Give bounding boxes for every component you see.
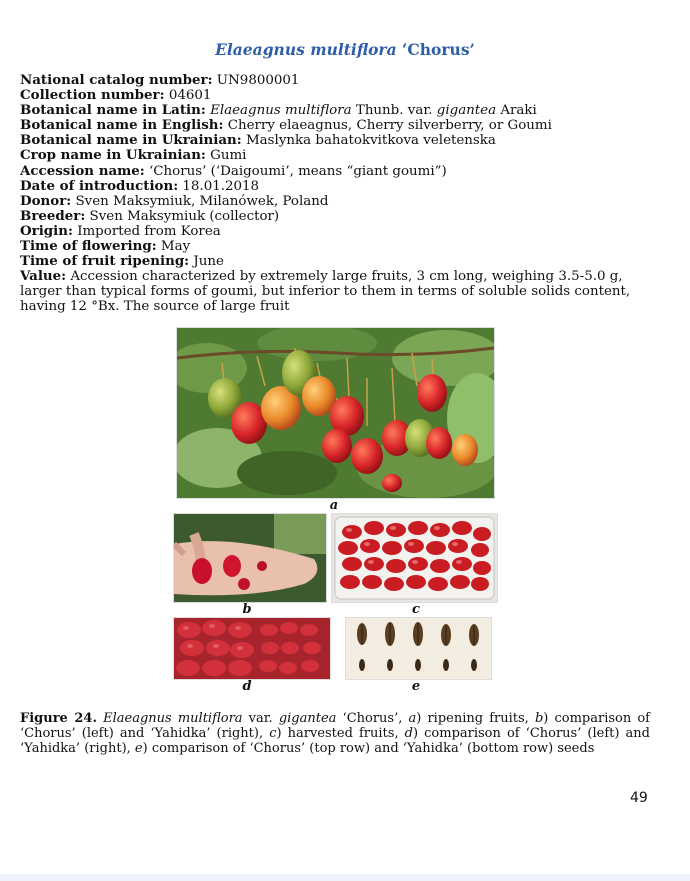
bottom-strip: [0, 874, 690, 881]
field-value: Value: Accession characterized by extremely large fruits, 3 cm long, weighing 3.5-5.0 g, larger than typical forms of goumi, but inferior to them in terms of soluble solids content, having 12 °Bx. The source of large fruit: [20, 268, 631, 315]
field-ripening: Time of fruit ripening: June: [20, 253, 224, 270]
field-crop-name: Crop name in Ukrainian: Gumi: [20, 147, 247, 164]
photo-seeds: [345, 617, 492, 680]
field-donor: Donor: Sven Maksymiuk, Milanówek, Poland: [20, 192, 329, 209]
field-ukrainian-name: Botanical name in Ukrainian: Maslynka bahatokvitkova veletenska: [20, 132, 496, 149]
label-b: b: [242, 602, 252, 617]
harvested-fruits-image: [332, 514, 497, 602]
hand-comparison-image: [174, 514, 326, 602]
field-latin-name: Botanical name in Latin: Elaeagnus multiflora Thunb. var. gigantea Araki: [20, 102, 537, 119]
fruit-comparison-image: [174, 618, 330, 679]
label-a: a: [329, 498, 339, 513]
title-species: Elaeagnus multiflora: [215, 40, 397, 59]
figure-caption: Figure 24. Elaeagnus multiflora var. gigantea ‘Chorus’, a) ripening fruits, b) comparison of ‘Chorus’ (left) and ‘Yahidka’ (right), c) harvested fruits, d) comparison of ‘Chorus’ (left) and ‘Yahidka’ (right), e) comparison of ‘Chorus’ (top row) and ‘Yahidka’ (bottom row) seeds: [20, 711, 650, 757]
accession-fields: [20, 73, 660, 315]
title-cultivar: ‘Chorus’: [396, 40, 475, 59]
field-origin: Origin: Imported from Korea: [20, 222, 221, 239]
field-collection-number: Collection number: 04601: [20, 87, 212, 104]
label-c: c: [412, 602, 420, 617]
field-catalog-number: National catalog number: UN9800001: [20, 72, 300, 88]
ripening-fruits-image: [177, 328, 494, 498]
photo-harvested-fruits: [331, 513, 498, 603]
page-number: 49: [630, 790, 648, 806]
field-accession-name: Accession name: ‘Chorus’ (‘Daigoumi’, means “giant goumi”): [20, 162, 447, 179]
label-e: e: [411, 679, 421, 694]
label-d: d: [242, 679, 252, 694]
photo-fruit-comparison: [173, 617, 331, 680]
seeds-image: [346, 618, 491, 679]
field-date-introduction: Date of introduction: 18.01.2018: [20, 177, 260, 194]
field-breeder: Breeder: Sven Maksymiuk (collector): [20, 207, 280, 224]
page-title: [0, 40, 690, 59]
photo-hand-comparison: [173, 513, 327, 603]
photo-ripening-fruits: [176, 327, 495, 499]
field-english-name: Botanical name in English: Cherry elaeagnus, Cherry silverberry, or Goumi: [20, 117, 552, 134]
field-flowering: Time of flowering: May: [20, 238, 191, 255]
